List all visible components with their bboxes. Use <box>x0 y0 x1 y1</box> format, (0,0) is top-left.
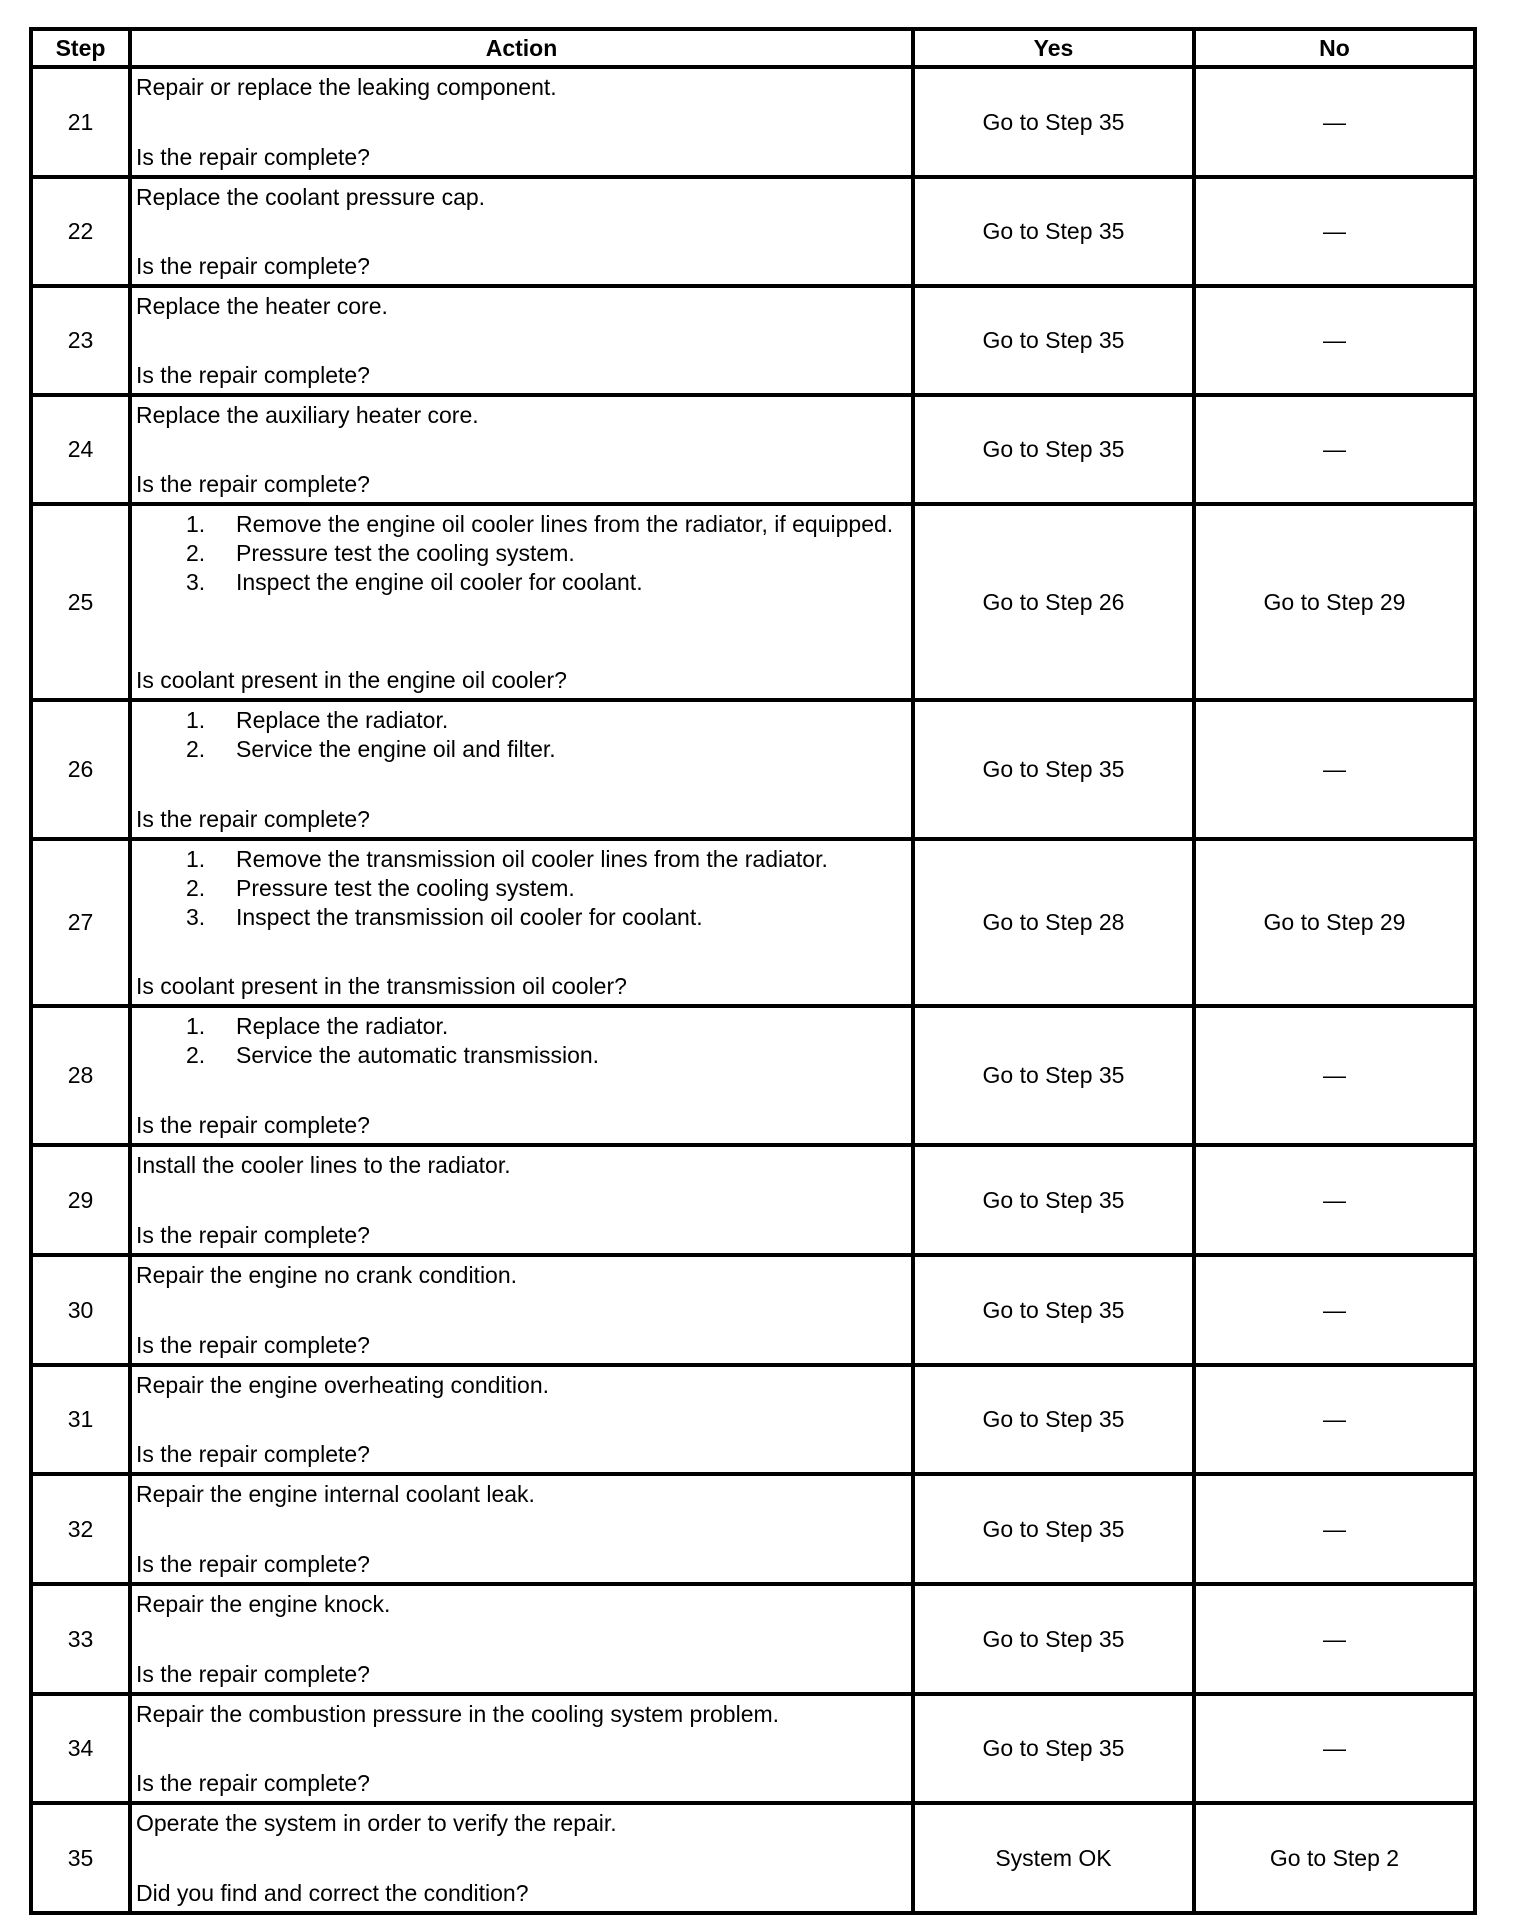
step-number: 22 <box>31 177 130 286</box>
action-step-item <box>136 903 907 932</box>
action-step-list <box>136 510 907 597</box>
table-row <box>31 67 1475 177</box>
action-step-item <box>136 874 907 903</box>
action-cell <box>130 1255 913 1365</box>
action-step-number: 1. <box>186 846 206 872</box>
action-cell <box>130 504 913 700</box>
action-question: Is the repair complete? <box>136 1551 370 1577</box>
no-result: — <box>1194 286 1475 395</box>
no-result: Go to Step 29 <box>1194 839 1475 1006</box>
step-number: 29 <box>31 1145 130 1255</box>
step-number: 30 <box>31 1255 130 1365</box>
action-step-item <box>136 539 907 568</box>
step-number: 28 <box>31 1006 130 1145</box>
action-step-number: 2. <box>186 1042 206 1068</box>
table-row <box>31 504 1475 700</box>
no-result: — <box>1194 1694 1475 1803</box>
yes-result: System OK <box>913 1803 1194 1913</box>
yes-result: Go to Step 35 <box>913 1365 1194 1474</box>
action-step-item <box>136 735 907 764</box>
action-step-item <box>136 1041 907 1070</box>
table-row <box>31 1584 1475 1694</box>
action-cell <box>130 1145 913 1255</box>
action-step-text: Inspect the engine oil cooler for coolant. <box>236 569 643 595</box>
header-row <box>31 29 1475 67</box>
action-instruction: Repair or replace the leaking component. <box>136 74 557 100</box>
header-step: Step <box>31 29 130 67</box>
table-row <box>31 1694 1475 1803</box>
yes-result: Go to Step 35 <box>913 1145 1194 1255</box>
step-number: 27 <box>31 839 130 1006</box>
action-step-text: Pressure test the cooling system. <box>236 875 575 901</box>
yes-result: Go to Step 28 <box>913 839 1194 1006</box>
yes-result: Go to Step 35 <box>913 1584 1194 1694</box>
step-number: 26 <box>31 700 130 839</box>
action-cell <box>130 177 913 286</box>
yes-result: Go to Step 26 <box>913 504 1194 700</box>
action-step-item <box>136 1012 907 1041</box>
no-result: — <box>1194 1145 1475 1255</box>
action-step-list <box>136 1012 907 1070</box>
action-instruction: Operate the system in order to verify the repair. <box>136 1810 617 1836</box>
yes-result: Go to Step 35 <box>913 1006 1194 1145</box>
table-row <box>31 1474 1475 1584</box>
action-cell <box>130 839 913 1006</box>
action-cell <box>130 700 913 839</box>
action-cell <box>130 1006 913 1145</box>
action-step-item <box>136 568 907 597</box>
yes-result: Go to Step 35 <box>913 67 1194 177</box>
action-instruction: Repair the engine knock. <box>136 1591 391 1617</box>
header-action: Action <box>130 29 913 67</box>
action-step-text: Service the automatic transmission. <box>236 1042 600 1068</box>
table-row <box>31 1145 1475 1255</box>
yes-result: Go to Step 35 <box>913 177 1194 286</box>
action-step-item <box>136 510 907 539</box>
table-row <box>31 1006 1475 1145</box>
action-question: Is the repair complete? <box>136 1222 370 1248</box>
action-cell <box>130 286 913 395</box>
action-step-number: 1. <box>186 511 206 537</box>
step-number: 24 <box>31 395 130 504</box>
no-result: — <box>1194 1474 1475 1584</box>
action-question: Is the repair complete? <box>136 253 370 279</box>
action-instruction: Repair the engine no crank condition. <box>136 1262 518 1288</box>
table-row <box>31 286 1475 395</box>
step-number: 25 <box>31 504 130 700</box>
table-header <box>31 29 1475 67</box>
table-row <box>31 839 1475 1006</box>
action-step-number: 3. <box>186 569 206 595</box>
no-result: — <box>1194 395 1475 504</box>
table-row <box>31 1255 1475 1365</box>
action-question: Is the repair complete? <box>136 1770 370 1796</box>
action-step-number: 3. <box>186 904 206 930</box>
no-result: — <box>1194 1255 1475 1365</box>
action-step-number: 2. <box>186 540 206 566</box>
step-number: 34 <box>31 1694 130 1803</box>
action-step-text: Pressure test the cooling system. <box>236 540 575 566</box>
action-instruction: Repair the engine internal coolant leak. <box>136 1481 535 1507</box>
action-question: Is the repair complete? <box>136 1661 370 1687</box>
action-question: Is the repair complete? <box>136 362 370 388</box>
action-step-list <box>136 706 907 764</box>
action-instruction: Repair the engine overheating condition. <box>136 1372 550 1398</box>
step-number: 35 <box>31 1803 130 1913</box>
procedure-table <box>29 27 1477 1915</box>
action-step-list <box>136 845 907 932</box>
step-number: 23 <box>31 286 130 395</box>
action-step-text: Inspect the transmission oil cooler for coolant. <box>236 904 703 930</box>
action-question: Is the repair complete? <box>136 471 370 497</box>
action-cell <box>130 67 913 177</box>
action-instruction: Replace the heater core. <box>136 293 388 319</box>
step-number: 32 <box>31 1474 130 1584</box>
table-row <box>31 395 1475 504</box>
action-question: Is the repair complete? <box>136 144 370 170</box>
no-result: — <box>1194 1365 1475 1474</box>
yes-result: Go to Step 35 <box>913 700 1194 839</box>
action-instruction: Install the cooler lines to the radiator. <box>136 1152 511 1178</box>
table-row <box>31 177 1475 286</box>
action-step-item <box>136 845 907 874</box>
action-step-number: 1. <box>186 1013 206 1039</box>
yes-result: Go to Step 35 <box>913 1255 1194 1365</box>
action-step-text: Service the engine oil and filter. <box>236 736 556 762</box>
action-step-item <box>136 706 907 735</box>
no-result: Go to Step 2 <box>1194 1803 1475 1913</box>
action-question: Is the repair complete? <box>136 1112 370 1138</box>
action-question: Is the repair complete? <box>136 1441 370 1467</box>
step-number: 33 <box>31 1584 130 1694</box>
yes-result: Go to Step 35 <box>913 1694 1194 1803</box>
no-result: — <box>1194 1006 1475 1145</box>
action-step-number: 2. <box>186 736 206 762</box>
action-cell <box>130 1584 913 1694</box>
action-instruction: Replace the auxiliary heater core. <box>136 402 479 428</box>
action-cell <box>130 395 913 504</box>
action-question: Is coolant present in the engine oil cooler? <box>136 667 567 693</box>
action-step-text: Replace the radiator. <box>236 707 449 733</box>
no-result: — <box>1194 700 1475 839</box>
action-question: Is the repair complete? <box>136 806 370 832</box>
no-result: — <box>1194 67 1475 177</box>
action-instruction: Repair the combustion pressure in the cooling system problem. <box>136 1701 780 1727</box>
action-step-number: 2. <box>186 875 206 901</box>
action-step-text: Remove the engine oil cooler lines from the radiator, if equipped. <box>236 511 894 537</box>
action-step-text: Replace the radiator. <box>236 1013 449 1039</box>
action-step-number: 1. <box>186 707 206 733</box>
action-question: Is coolant present in the transmission oil cooler? <box>136 973 627 999</box>
table-row <box>31 700 1475 839</box>
no-result: Go to Step 29 <box>1194 504 1475 700</box>
action-cell <box>130 1803 913 1913</box>
step-number: 21 <box>31 67 130 177</box>
action-cell <box>130 1365 913 1474</box>
header-no: No <box>1194 29 1475 67</box>
no-result: — <box>1194 1584 1475 1694</box>
header-yes: Yes <box>913 29 1194 67</box>
step-number: 31 <box>31 1365 130 1474</box>
table-row <box>31 1803 1475 1913</box>
action-step-text: Remove the transmission oil cooler lines from the radiator. <box>236 846 828 872</box>
yes-result: Go to Step 35 <box>913 286 1194 395</box>
table-row <box>31 1365 1475 1474</box>
table-body <box>31 67 1475 1913</box>
action-question: Is the repair complete? <box>136 1332 370 1358</box>
action-cell <box>130 1474 913 1584</box>
yes-result: Go to Step 35 <box>913 395 1194 504</box>
no-result: — <box>1194 177 1475 286</box>
action-cell <box>130 1694 913 1803</box>
action-instruction: Replace the coolant pressure cap. <box>136 184 486 210</box>
action-question: Did you find and correct the condition? <box>136 1880 529 1906</box>
yes-result: Go to Step 35 <box>913 1474 1194 1584</box>
